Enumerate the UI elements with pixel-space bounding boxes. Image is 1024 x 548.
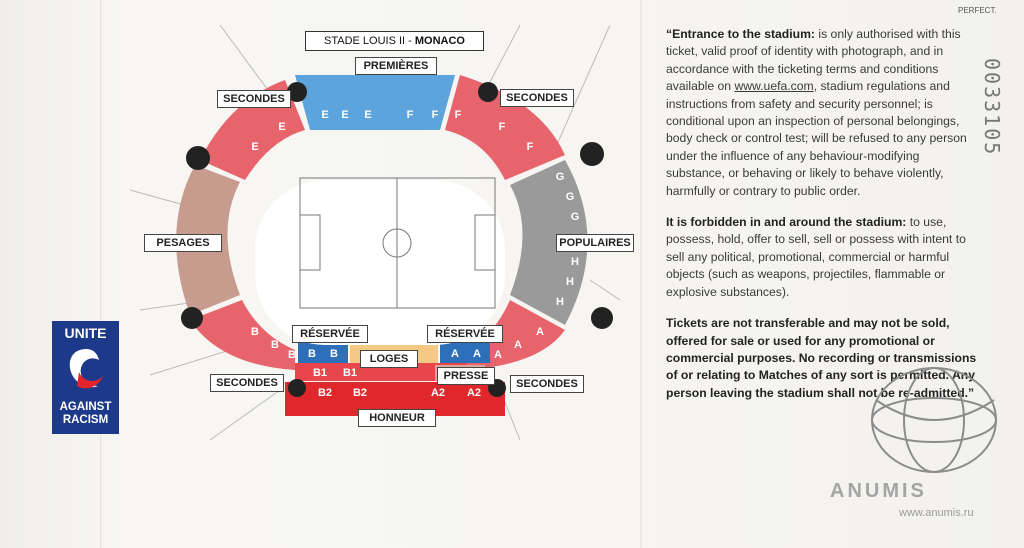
label-premieres: PREMIÈRES: [355, 57, 437, 75]
anumis-url: www.anumis.ru: [899, 507, 974, 519]
anumis-watermark: ANUMIS: [830, 480, 927, 502]
sector-top-5: F: [431, 109, 439, 121]
sector-bl-3: B: [288, 349, 296, 361]
sector-tl-2: E: [278, 121, 286, 133]
sector-r-6: H: [556, 296, 564, 308]
sector-r-3: G: [570, 211, 580, 223]
label-secondes-bl: SECONDES: [210, 374, 284, 392]
stand-reservee-left: [298, 343, 348, 363]
sector-lr2-2: A2: [466, 387, 482, 399]
sector-top-6: F: [454, 109, 462, 121]
sector-top-4: F: [406, 109, 414, 121]
label-reservee-left: RÉSERVÉE: [292, 325, 368, 343]
sector-ll1-2: B1: [342, 367, 358, 379]
label-honneur: HONNEUR: [358, 409, 436, 427]
stadium-title-prefix: STADE LOUIS II -: [324, 35, 415, 47]
label-pesages: PESAGES: [144, 234, 222, 252]
fold-line-right: [640, 0, 642, 548]
sector-r-1: G: [555, 171, 565, 183]
serial-number: 0033105: [980, 58, 1004, 157]
stadium-title: [305, 31, 484, 51]
label-loges: LOGES: [360, 350, 418, 368]
anumis-globe-icon: [866, 360, 1002, 478]
label-populaires: POPULAIRES: [556, 234, 634, 252]
label-secondes-tl: SECONDES: [217, 90, 291, 108]
sector-bl-2: B: [271, 339, 279, 351]
label-presse: PRESSE: [437, 367, 495, 385]
sector-top-1: E: [321, 109, 329, 121]
sector-tr-2: F: [526, 141, 534, 153]
forbidden-body: to use, possess, hold, offer to sell, sell or possess with intent to sell any political, promotional, commercial or harmful objects (such as weapons, projectiles, flammable or explosive substances).: [666, 215, 966, 299]
uefa-link[interactable]: www.uefa.com: [734, 79, 814, 94]
unite-against-racism-logo: [52, 321, 119, 434]
sector-r-2: G: [565, 191, 575, 203]
entrance-rest: , stadium regulations and instructions from safety and security personnel; is conditional upon an inspection of personal belongings, body check or control test; will be refused to any person under the influence of any behaviour-modifying substance, or behaving or likely to behave violently, harmfully or contrary to public order.: [666, 79, 967, 198]
label-reservee-right: RÉSERVÉE: [427, 325, 503, 343]
sector-r-5: H: [566, 276, 574, 288]
sector-ll2-2: B2: [352, 387, 368, 399]
ribbon-icon: [65, 346, 107, 396]
sector-res-r-1: A: [451, 348, 459, 360]
entrance-lead: “Entrance to the stadium:: [666, 27, 815, 41]
stadium-map: [120, 20, 640, 460]
logo-line2-3: [52, 401, 119, 427]
forbidden-lead: It is forbidden in and around the stadium:: [666, 215, 907, 230]
entrance-body: is only authorised with this ticket, valid proof of identity with photograph, and in accordance with the ticketing terms and conditions available on: [666, 27, 961, 94]
logo-line3: RACISM: [62, 414, 109, 426]
logo-line2: AGAINST: [59, 401, 112, 413]
fold-line: [100, 0, 103, 548]
corner-label: PERFECT.: [958, 6, 997, 15]
sector-top-2: E: [341, 109, 349, 121]
label-secondes-br: SECONDES: [510, 375, 584, 393]
logo-line1: UNITE: [64, 325, 107, 341]
sector-res-l-1: B: [308, 348, 316, 360]
conditions-forbidden: [666, 214, 978, 301]
label-secondes-tr: SECONDES: [500, 89, 574, 107]
track: [255, 180, 505, 345]
sector-br-2: A: [514, 339, 522, 351]
sector-bl-1: B: [251, 326, 259, 338]
stand-reservee-right: [440, 343, 490, 363]
sector-ll2-1: B2: [317, 387, 333, 399]
sector-tl-1: E: [251, 141, 259, 153]
sector-r-4: H: [571, 256, 579, 268]
transfer-text: Tickets are not transferable and may not be sold, offered for sale or used for any promotional or commercial purposes. No recording or transmissions of or relating to Matches of any sort is permitted. Any person leaving the stadium shall not be re-admitted.”: [666, 316, 977, 400]
sector-res-r-2: A: [473, 348, 481, 360]
sector-top-3: E: [364, 109, 372, 121]
sector-res-l-2: B: [330, 348, 338, 360]
sector-br-1: A: [494, 349, 502, 361]
sector-tr-1: F: [498, 121, 506, 133]
conditions-text: [666, 26, 978, 416]
conditions-entrance: [666, 26, 978, 200]
sector-br-3: A: [536, 326, 544, 338]
stadium-title-bold: MONACO: [414, 35, 465, 47]
stand-premieres: [295, 75, 455, 130]
sector-lr2-1: A2: [430, 387, 446, 399]
sector-ll1-1: B1: [312, 367, 328, 379]
